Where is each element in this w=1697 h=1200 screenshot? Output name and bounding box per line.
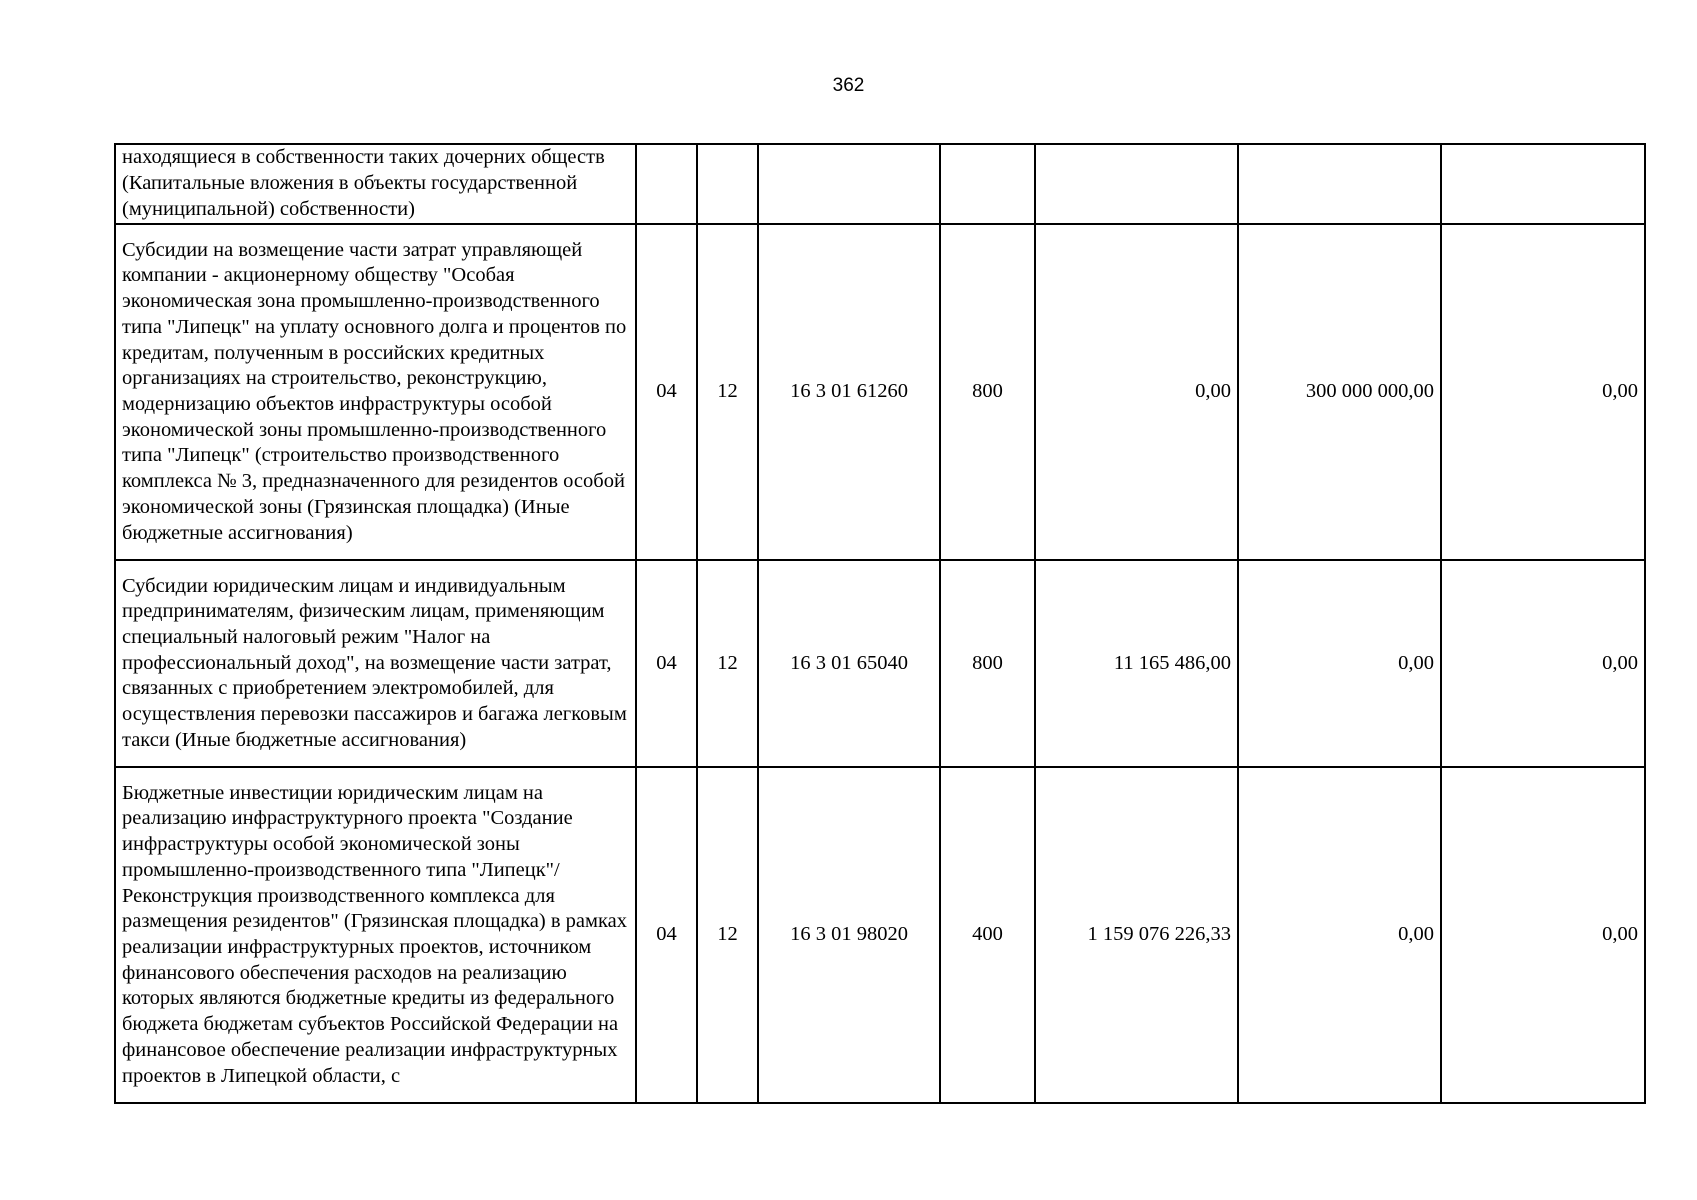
target-article-code — [758, 144, 940, 224]
table-row — [115, 560, 1645, 767]
section-code: 04 — [636, 224, 697, 560]
amount-3: 0,00 — [1441, 560, 1645, 767]
section-code — [636, 144, 697, 224]
section-code: 04 — [636, 560, 697, 767]
amount-3: 0,00 — [1441, 224, 1645, 560]
amount-1: 0,00 — [1035, 224, 1238, 560]
subsection-code: 12 — [697, 767, 758, 1103]
subsection-code: 12 — [697, 224, 758, 560]
target-article-code: 16 3 01 61260 — [758, 224, 940, 560]
subsection-code: 12 — [697, 560, 758, 767]
amount-1: 1 159 076 226,33 — [1035, 767, 1238, 1103]
budget-table — [114, 143, 1646, 1104]
amount-1 — [1035, 144, 1238, 224]
row-description: Бюджетные инвестиции юридическим лицам на реализацию инфраструктурного проекта "Создание инфраструктуры особой экономической зоны промышленно-производственного типа "Липецк"/Реконструкция производственного комплекса для размещения резидентов" (Грязинская площадка) в рамках реализации инфраструктурных проектов, источником финансового обеспечения расходов на реализацию которых являются бюджетные кредиты из федерального бюджета бюджетам субъектов Российской Федерации на финансовое обеспечение реализации инфраструктурных проектов в Липецкой области, с — [115, 767, 636, 1103]
amount-2 — [1238, 144, 1441, 224]
expense-type-code: 800 — [940, 224, 1035, 560]
amount-2: 0,00 — [1238, 767, 1441, 1103]
page-number: 362 — [832, 75, 865, 96]
amount-2: 300 000 000,00 — [1238, 224, 1441, 560]
subsection-code — [697, 144, 758, 224]
table-row — [115, 224, 1645, 560]
amount-2: 0,00 — [1238, 560, 1441, 767]
table-row — [115, 767, 1645, 1103]
amount-3: 0,00 — [1441, 767, 1645, 1103]
amount-3 — [1441, 144, 1645, 224]
table-row — [115, 144, 1645, 224]
amount-1: 11 165 486,00 — [1035, 560, 1238, 767]
target-article-code: 16 3 01 98020 — [758, 767, 940, 1103]
row-description: Субсидии на возмещение части затрат управляющей компании - акционерному обществу "Особая экономическая зона промышленно-производственного типа "Липецк" на уплату основного долга и процентов по кредитам, полученным в российских кредитных организациях на строительство, реконструкцию, модернизацию объектов инфраструктуры особой экономической зоны промышленно-производственного типа "Липецк" (строительство производственного комплекса № 3, предназначенного для резидентов особой экономической зоны (Грязинская площадка) (Иные бюджетные ассигнования) — [115, 224, 636, 560]
expense-type-code: 400 — [940, 767, 1035, 1103]
target-article-code: 16 3 01 65040 — [758, 560, 940, 767]
expense-type-code — [940, 144, 1035, 224]
row-description: находящиеся в собственности таких дочерних обществ (Капитальные вложения в объекты государственной (муниципальной) собственности) — [115, 144, 636, 224]
expense-type-code: 800 — [940, 560, 1035, 767]
row-description: Субсидии юридическим лицам и индивидуальным предпринимателям, физическим лицам, применяющим специальный налоговый режим "Налог на профессиональный доход", на возмещение части затрат, связанных с приобретением электромобилей, для осуществления перевозки пассажиров и багажа легковым такси (Иные бюджетные ассигнования) — [115, 560, 636, 767]
section-code: 04 — [636, 767, 697, 1103]
